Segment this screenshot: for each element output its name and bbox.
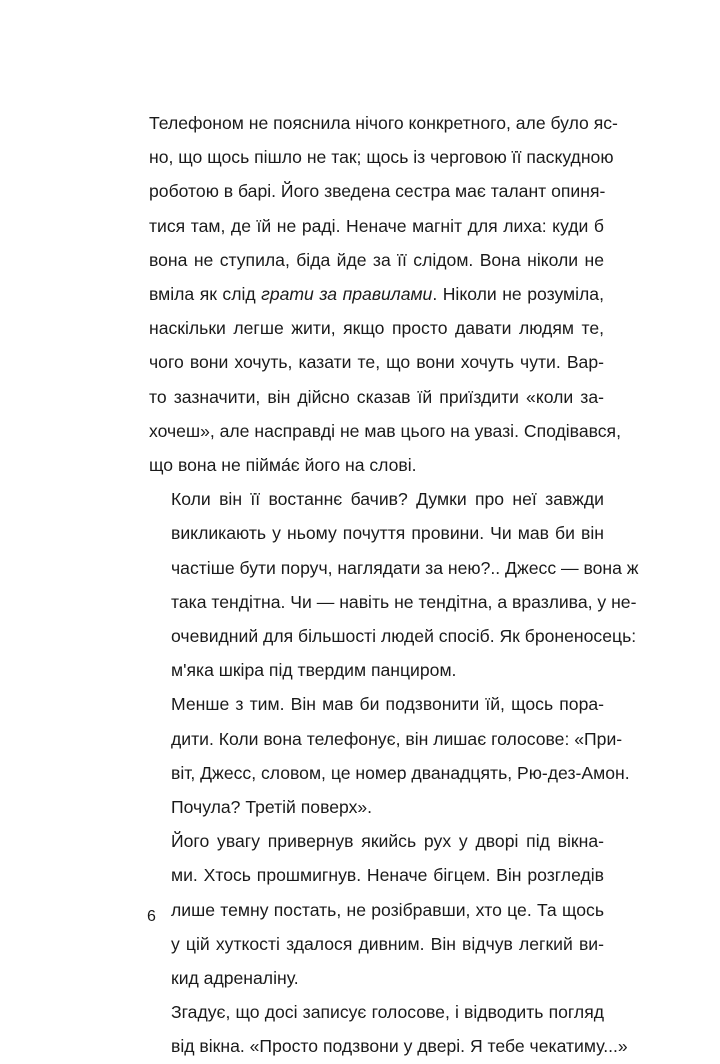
text-line: хочеш», але насправді не мав цього на увазі. Сподівався, — [149, 420, 621, 441]
text-line: Згадує, що досі записує голосове, і відводить погляд — [171, 1002, 604, 1023]
text-line: тися там, де їй не раді. Неначе магніт для лиха: куди б — [149, 215, 604, 236]
text-line: но, що щось пішло не так; щось із черговою її паскудною — [149, 147, 614, 168]
text-line: очевидний для більшості людей спосіб. Як броненосець: — [171, 626, 637, 647]
page-number: 6 — [147, 908, 156, 925]
text-line: роботою в барі. Його зведена сестра має талант опиня- — [149, 181, 606, 202]
text-line: Почула? Третій поверх». — [171, 797, 373, 818]
paragraph — [149, 995, 628, 1063]
text-line: від вікна. «Просто подзвони у двері. Я тебе чекатиму...» — [171, 1036, 628, 1057]
text-line: то зазначити, він дійсно сказав їй приїздити «коли за- — [149, 386, 604, 407]
paragraph — [149, 824, 604, 995]
text-line: частіше бути поруч, наглядати за нею?.. Джесс — вона ж — [171, 557, 639, 578]
paragraph — [149, 687, 630, 824]
text-line: вміла як слід грати за правилами. Ніколи не розуміла, — [149, 284, 604, 305]
text-line: Його увагу привернув якийсь рух у дворі під вікна- — [171, 831, 604, 852]
text-line: така тендітна. Чи — навіть не тендітна, а вразлива, у не- — [171, 591, 637, 612]
text-line: Телефоном не пояснила нічого конкретного, але було яс- — [149, 113, 618, 133]
text-line: дити. Коли вона телефонує, він лишає голосове: «При- — [171, 728, 623, 749]
text-line: м'яка шкіра під твердим панциром. — [171, 660, 457, 681]
text-line: викликають у ньому почуття провини. Чи мав би він — [171, 523, 604, 544]
text-line: лише темну постать, не розібравши, хто це. Та щось — [171, 899, 604, 920]
emphasis: грати за правилами — [261, 284, 433, 305]
text-line: віт, Джесс, словом, це номер дванадцять, Рю-дез-Амон. — [171, 762, 630, 783]
text-line: що вона не пійма́є його на слові. — [149, 455, 417, 476]
text-line: наскільки легше жити, якщо просто давати людям те, — [149, 318, 604, 339]
text-line: чого вони хочуть, казати те, що вони хочуть чути. Вар- — [149, 352, 604, 373]
text-line: у цій хуткості здалося дивним. Він відчув легкий ви- — [171, 933, 604, 954]
text-line: вона не ступила, біда йде за її слідом. Вона ніколи не — [149, 249, 604, 270]
text-line: ми. Хтось прошмигнув. Неначе бігцем. Він розгледів — [171, 865, 604, 886]
paragraph — [149, 106, 621, 482]
text-line: кид адреналіну. — [171, 968, 299, 989]
paragraph — [149, 482, 639, 687]
body-text — [149, 106, 639, 1064]
text-line: Менше з тим. Він мав би подзвонити їй, щось пора- — [171, 694, 604, 715]
text-line: Коли він її востаннє бачив? Думки про неї завжди — [171, 489, 604, 510]
